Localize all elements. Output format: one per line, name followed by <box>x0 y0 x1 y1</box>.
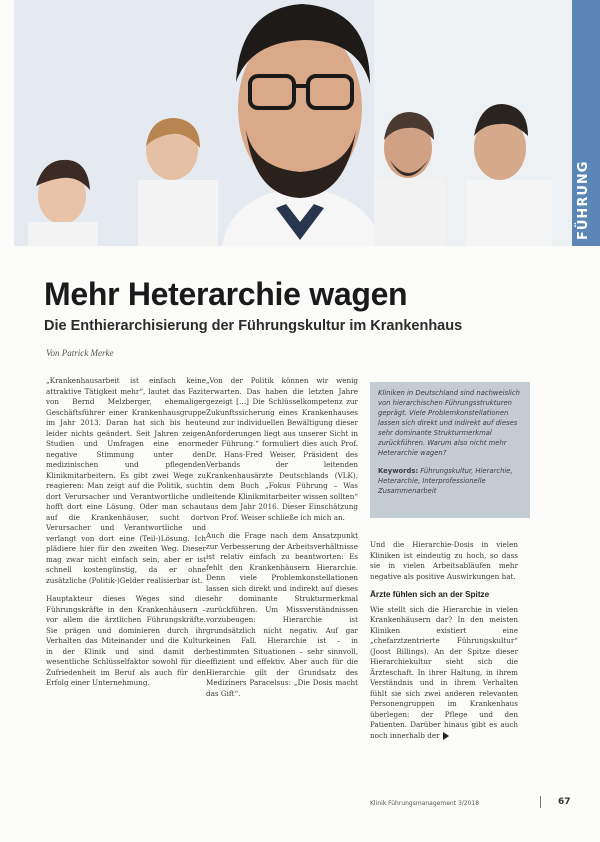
footer-divider <box>540 796 541 808</box>
paragraph: Auch die Frage nach dem Ansatzpunkt zur Verbesserung der Arbeitsverhältnisse ist relativ einfach zu beantworten: Es fehlt den Krankenhäusern Hierarchie. Denn viele Problemkonstellationen lassen sich direkt und indirekt auf dieses sehr dominante Strukturmerkmal zurückführen. Um Missverständnissen vorzubeugen: Hierarchie ist grundsätzlich nicht negativ. Auf gar keinen Fall. Hierarchie ist – in bestimmten Situationen – sehr sinnvoll, effizient und effektiv. Aber auch für die Hierarchie gilt der Grundsatz des Mediziners Paracelsus: „Die Dosis macht das Gift“. <box>206 531 358 698</box>
article-title: Mehr Heterarchie wagen <box>44 276 408 312</box>
keywords-list: Führungskultur, Hierarchie, Heterarchie, Interprofessionelle Zusammenarbeit <box>378 467 513 495</box>
photo-credit: Foto: ©StGrafix – stock.adobe.com <box>476 234 564 240</box>
abstract-box <box>370 382 530 518</box>
paragraph: Hauptakteur dieses Weges sind die Führungskräfte in den Krankenhäusern – vor allem die ärztlichen Führungskräfte. Sie prägen und dominieren durch ihr Verhalten das Miteinander und die Kultur in der Klinik und sind damit der wesentliche Schlüsselfaktor sowohl für die Zufriedenheit im Beruf als auch für den Erfolg einer Unternehmung. <box>46 594 206 687</box>
page-number: 67 <box>558 797 571 807</box>
paragraph: „Krankenhausarbeit ist einfach keine attraktive Tätigkeit mehr“, lautet das Fazit von Bernd Melzberger, ehemaliger Geschäftsführer einer Krankenhausgruppe im Jahr 2013. Daran hat sich bis heute leider nichts geändert. Seit Jahren zeigen Studien und Umfragen eine enorme negative Stimmung unter den medizinischen und pflegenden Klinikmitarbeitern. Es gibt zwei Wege zu reagieren: Man zeigt auf die Politik, sucht dort Verursacher und Verantwortliche und hofft dort eine Lösung. Oder man schaut auf die Krankenhäuser, sucht dort Verursacher und Verantwortliche und verlangt von dort eine (Teil-)Lösung. Ich plädiere hier für den zweiten Weg. Dieser mag zwar nicht einfach sein, aber er ist schnell kostengünstig, da er ohne zusätzliche (Politik-)Gelder realisierbar ist. <box>46 376 206 585</box>
header-photo <box>14 0 572 246</box>
body-column-2 <box>206 376 358 826</box>
paragraph: „Von der Politik können wir wenig erwarten. Das haben die letzten Jahre gezeigt […] Die Schlüsselkompetenz zur Zukunftssicherung eines Krankenhauses und zur individuellen Bewältigung dieser Anforderungen liegt aus unserer Sicht in der Führung.“ formuliert dies auch Prof. Dr. Hans-Fred Weiser, Präsident des Verbands der leitenden Krankenhausärzte Deutschlands (VLK), in dem Buch „Fokus Führung – Was leitende Klinikmitarbeiter wissen sollten“ aus dem Jahr 2016. Dieser Einschätzung von Prof. Weiser schließe ich mich an. <box>206 376 358 522</box>
journal-footer: Klinik Führungsmanagement 3/2018 <box>370 800 480 807</box>
abstract-text: Kliniken in Deutschland sind nachweislich von hierarchischen Führungsstrukturen geprägt. Viele Problemkonstellationen lassen sich direkt und indirekt auf dieses sehr dominante Strukturmerkmal zurückführen. Warum also nicht mehr Heterarchie wagen? <box>378 389 520 457</box>
keywords <box>378 466 522 496</box>
continue-arrow-icon <box>443 732 449 740</box>
body-column-3 <box>370 540 518 780</box>
keywords-label: Keywords: <box>378 467 419 475</box>
section-tab <box>572 0 600 246</box>
section-tab-label: FÜHRUNG <box>576 160 591 240</box>
article-byline: Von Patrick Merke <box>46 348 114 358</box>
paragraph <box>370 605 518 742</box>
section-heading: Ärzte fühlen sich an der Spitze <box>370 590 490 599</box>
paragraph-text: Wie stellt sich die Hierarchie in vielen Krankenhäusern dar? In den meisten Kliniken existiert eine „chefarztzentrierte Führungskultur“ (Joost Billings). An der Spitze dieser Hierarchiekultur sieht sich die Ärzteschaft. In ihrer Haltung, in ihrem Verständnis und in ihrem Verhalten fühlt sie sich zwei anderen relevanten Personengruppen im Krankenhaus überlegen: der Pflege und den Patienten. Darüber hinaus gibt es auch noch innerhalb der <box>370 604 518 740</box>
article-subtitle: Die Enthierarchisierung der Führungskultur im Krankenhaus <box>44 318 463 334</box>
paragraph: Und die Hierarchie-Dosis in vielen Kliniken ist eindeutig zu hoch, so dass sie in vielen Arbeitsabläufen mehr negative als positive Auswirkungen hat. <box>370 540 518 581</box>
body-column-1 <box>46 376 206 826</box>
doctors-photo <box>14 0 572 246</box>
